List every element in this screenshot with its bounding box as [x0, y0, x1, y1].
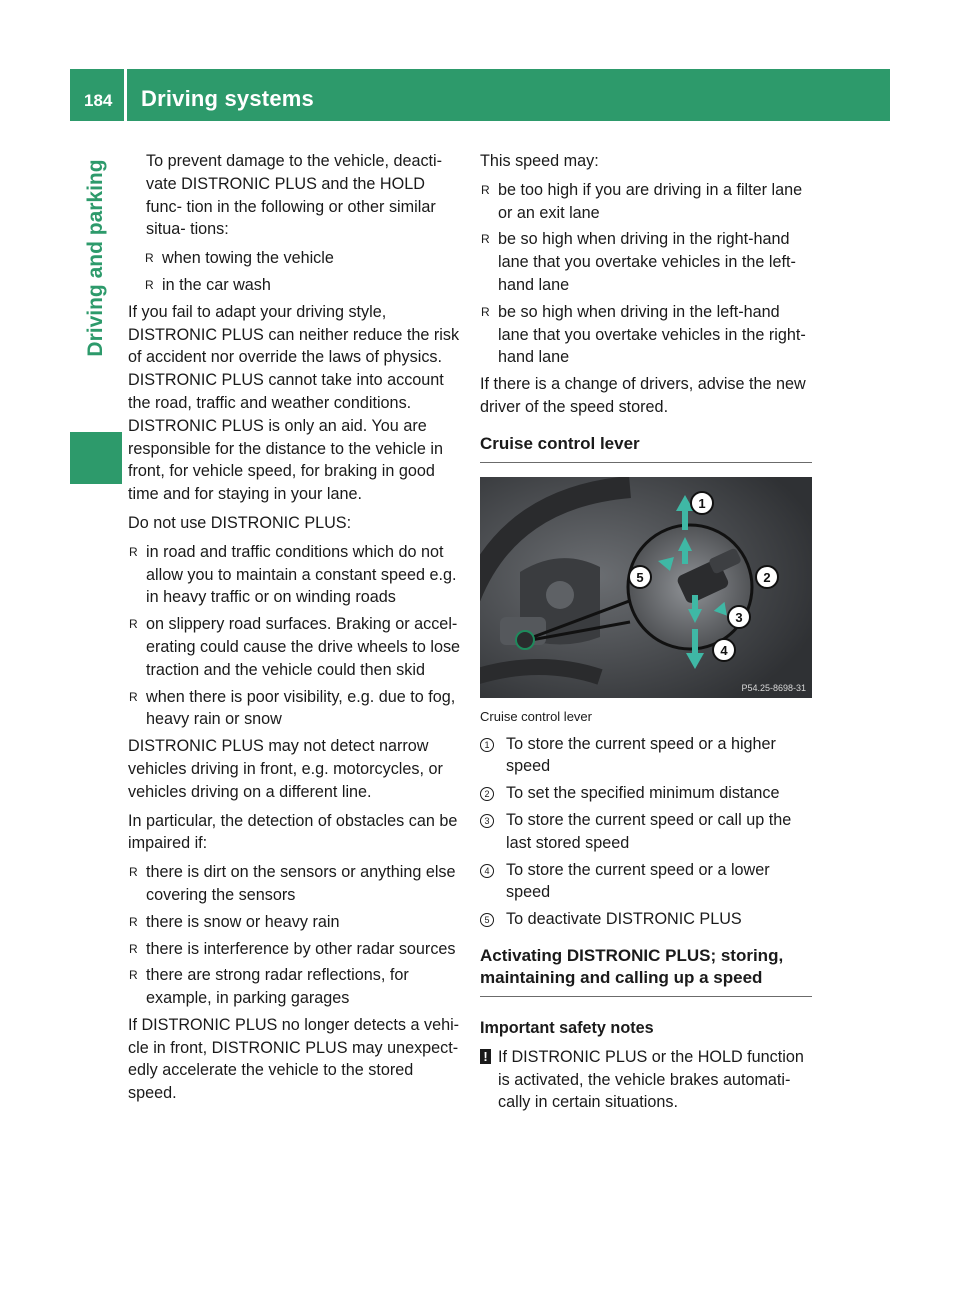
- callout-4-label: 4: [720, 642, 728, 658]
- figure-caption: Cruise control lever: [480, 708, 592, 724]
- list-item: R in road and traffic conditions which do not allow you to maintain a constant speed e.g. in heavy traffic or on winding roads: [129, 542, 457, 607]
- list-item: R there are strong radar reflections, for example, in parking garages: [129, 966, 409, 1008]
- paragraph: If there is a change of drivers, advise the new driver of the speed stored.: [480, 375, 806, 416]
- number-circle-icon: 3: [480, 814, 494, 828]
- bullet-icon: R: [129, 617, 138, 632]
- paragraph: If you fail to adapt your driving style, DISTRONIC PLUS can neither reduce the risk of accident nor override the laws of physics. DISTRONIC PLUS cannot take into account the road, traffic and weather conditions. DISTRONIC PLUS is only an aid. You are responsible for the distance to the vehicle in front, for vehicle speed, for braking in good time and for staying in your lane.: [128, 302, 460, 504]
- number-circle-icon: 5: [480, 913, 494, 927]
- list-item: R there is snow or heavy rain: [128, 911, 462, 934]
- warning-note: ! If DISTRONIC PLUS or the HOLD function is activated, the vehicle brakes automati- cally in certain situations.: [480, 1046, 812, 1114]
- list-item: R in the car wash: [144, 274, 462, 297]
- list-item: 3 To store the current speed or call up the last stored speed: [480, 809, 812, 855]
- list-item: 5 To deactivate DISTRONIC PLUS: [480, 908, 812, 931]
- legend-list: [480, 733, 812, 931]
- warning-list: [480, 1046, 812, 1114]
- figure-code: P54.25-8698-31: [741, 682, 806, 693]
- callout-2-label: 2: [763, 569, 771, 585]
- bullet-icon: R: [129, 941, 138, 956]
- list-item: R when towing the vehicle: [144, 247, 462, 270]
- sub-heading: Important safety notes: [480, 1018, 654, 1037]
- callout-1-label: 1: [698, 495, 706, 511]
- paragraph: If DISTRONIC PLUS no longer detects a vehi- cle in front, DISTRONIC PLUS may unexpect- edly accelerate the vehicle to the stored speed.: [128, 1015, 460, 1103]
- intro-bullet-list: [128, 247, 462, 297]
- number-circle-icon: 1: [480, 738, 494, 752]
- header-divider: [124, 69, 127, 121]
- right-column: [480, 150, 812, 1118]
- list-item: R there is dirt on the sensors or anything else covering the sensors: [129, 863, 456, 904]
- bullet-icon: R: [129, 544, 138, 559]
- chapter-title: Driving systems: [141, 86, 314, 111]
- list-item: R be too high if you are driving in a filter lane or an exit lane: [481, 180, 803, 222]
- arrow-up-small-shaft: [682, 550, 688, 564]
- warning-icon: !: [480, 1049, 491, 1064]
- bullet-list: [128, 541, 462, 731]
- list-item: R be so high when driving in the right-hand lane that you overtake vehicles in the left- hand lane: [481, 230, 796, 294]
- number-circle-icon: 4: [480, 864, 494, 878]
- bullet-icon: R: [481, 232, 490, 247]
- side-tab-label: Driving and parking: [84, 159, 107, 357]
- brand-emblem: [546, 581, 574, 609]
- paragraph: Do not use DISTRONIC PLUS:: [128, 513, 352, 532]
- bullet-icon: R: [129, 865, 138, 880]
- bullet-list: [128, 861, 462, 1010]
- page-number: 184: [84, 91, 113, 110]
- paragraph: In particular, the detection of obstacles can be impaired if:: [128, 811, 458, 853]
- list-item: R be so high when driving in the left-hand lane that you overtake vehicles in the right-hand lane: [481, 302, 806, 367]
- left-column: [128, 150, 462, 1111]
- section-heading: Cruise control lever: [480, 433, 812, 463]
- list-item: R when there is poor visibility, e.g. due to fog, heavy rain or snow: [129, 687, 456, 729]
- intro-paragraph: To prevent damage to the vehicle, deacti- vate DISTRONIC PLUS and the HOLD func- tion in the following or other similar situa- tions:: [146, 152, 443, 239]
- bullet-icon: R: [145, 251, 154, 266]
- side-tab-marker: [70, 432, 122, 484]
- paragraph: This speed may:: [480, 152, 599, 170]
- list-item: R there is interference by other radar sources: [128, 938, 462, 961]
- callout-3-label: 3: [735, 609, 743, 625]
- list-item: 4 To store the current speed or a lower speed: [480, 859, 812, 905]
- arrow-up-shaft: [682, 510, 688, 530]
- list-item: 1 To store the current speed or a higher speed: [480, 733, 812, 779]
- section-heading: Activating DISTRONIC PLUS; storing, maintaining and calling up a speed: [480, 945, 812, 997]
- lever-location-marker: [516, 631, 534, 649]
- bullet-icon: R: [129, 689, 138, 704]
- bullet-list: [480, 179, 812, 369]
- cruise-control-lever-figure: [480, 477, 812, 698]
- list-item: R on slippery road surfaces. Braking or accel- erating could cause the drive wheels to lose traction and the vehicle could then skid: [129, 615, 461, 679]
- arrow-down-shaft: [692, 629, 698, 653]
- list-item: 2 To set the specified minimum distance: [480, 782, 812, 805]
- paragraph: DISTRONIC PLUS may not detect narrow vehicles driving in front, e.g. motorcycles, or vehicles driving on a different line.: [128, 737, 443, 801]
- bullet-icon: R: [129, 968, 138, 983]
- arrow-down-small-shaft: [692, 595, 698, 609]
- bullet-icon: R: [145, 277, 154, 292]
- callout-5-label: 5: [636, 569, 644, 585]
- number-circle-icon: 2: [480, 787, 494, 801]
- lever-illustration: [480, 477, 812, 698]
- bullet-icon: R: [481, 182, 490, 197]
- bullet-icon: R: [481, 304, 490, 319]
- bullet-icon: R: [129, 914, 138, 929]
